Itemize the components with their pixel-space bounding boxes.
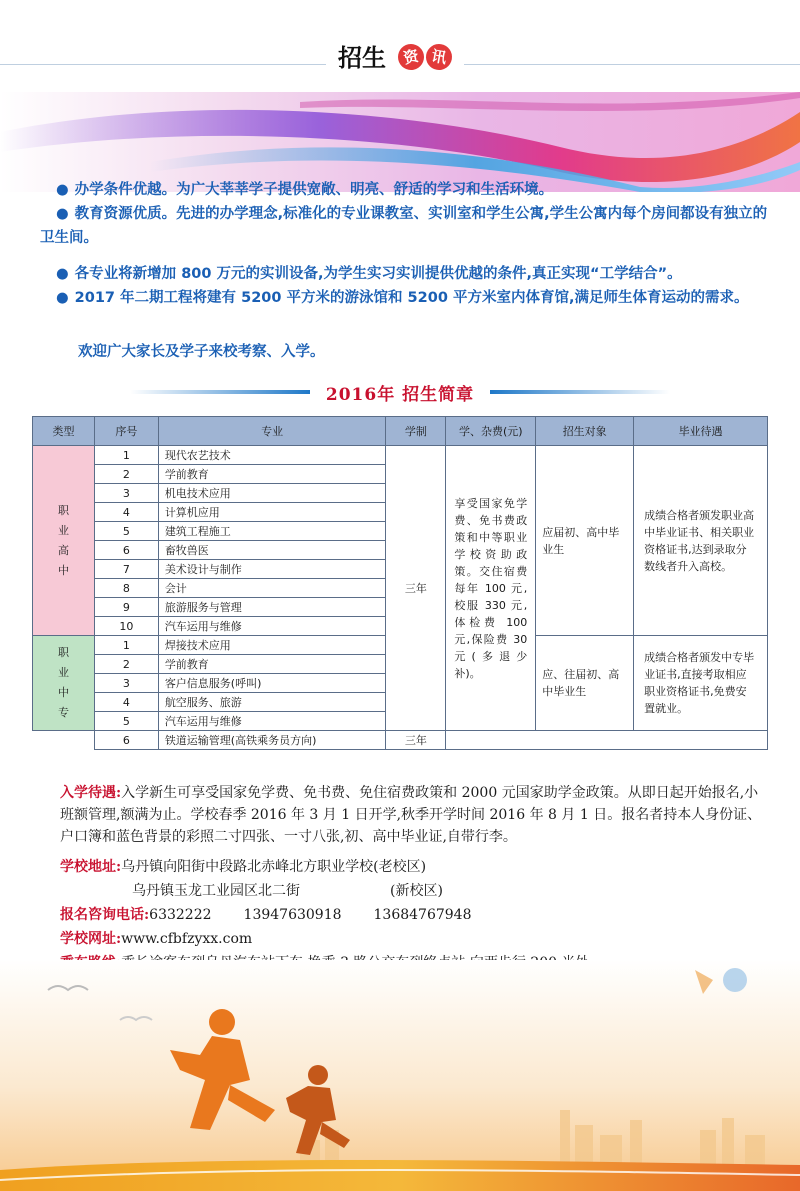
row-number: 4 [94, 693, 158, 712]
type-cell: 职业中专 [33, 636, 95, 731]
page-title: 招生 [338, 44, 386, 72]
address-line-2 [132, 880, 732, 902]
major-cell: 现代农艺技术 [158, 446, 386, 465]
row-number: 6 [94, 731, 158, 750]
major-cell: 学前教育 [158, 465, 386, 484]
major-cell: 机电技术应用 [158, 484, 386, 503]
bullet-icon: ● [56, 290, 69, 306]
major-cell: 学前教育 [158, 655, 386, 674]
highlight-item: ● 教育资源优质。先进的办学理念,标准化的专业课教室、实训室和学生公寓,学生公寓内每个房间都设有独立的卫生间。 [40, 206, 768, 246]
highlight-item: ● 各专业将新增加 800 万元的实训设备,为学生实习实训提供优越的条件,真正实现“工学结合”。 [56, 266, 682, 282]
duration-cell: 三年 [386, 731, 446, 750]
bullet-icon: ● [56, 266, 69, 282]
enroll-paragraph [60, 782, 772, 848]
address-line-1 [60, 856, 772, 878]
major-cell: 客户信息服务(呼叫) [158, 674, 386, 693]
major-cell: 汽车运用与维修 [158, 712, 386, 731]
target-cell: 应、往届初、高中毕业生 [536, 636, 634, 731]
phone-number[interactable]: 6332222 [149, 907, 212, 923]
phone-number[interactable]: 13684767948 [373, 907, 472, 923]
row-number: 2 [94, 655, 158, 674]
row-number: 2 [94, 465, 158, 484]
row-number: 5 [94, 522, 158, 541]
major-cell: 铁道运输管理(高铁乘务员方向) [158, 731, 386, 750]
duration-cell: 三年 [386, 446, 446, 731]
row-number: 6 [94, 541, 158, 560]
phone-number[interactable]: 13947630918 [243, 907, 342, 923]
major-cell: 美术设计与制作 [158, 560, 386, 579]
address-new-tag: (新校区) [390, 883, 443, 899]
enroll-text: 入学新生可享受国家免学费、免书费、免住宿费政策和 2000 元国家助学金政策。从即日起开始报名,小班额管理,额满为止。学校春季 2016 年 3 月 1 日开学,秋季开学时间 2016 年 8 月 1 日。报名者持本人身份证、户口簿和蓝色背景的彩照二寸四张、一寸八张,初、高中毕业证,自带行李。 [60, 785, 762, 845]
fees-cell: 享受国家免学费、免书费政策和中等职业学校资助政策。交住宿费每年 100 元,校服 330 元,体检费 100 元,保险费 30 元(多退少补)。 [446, 446, 536, 731]
row-number: 3 [94, 484, 158, 503]
highlight-item: ● 办学条件优越。为广大莘莘学子提供宽敞、明亮、舒适的学习和生活环境。 [56, 182, 554, 198]
major-cell: 汽车运用与维修 [158, 617, 386, 636]
col-header: 毕业待遇 [634, 417, 768, 446]
table-row [33, 446, 768, 465]
major-cell: 建筑工程施工 [158, 522, 386, 541]
row-number: 1 [94, 636, 158, 655]
target-cell: 应届初、高中毕业生 [536, 446, 634, 636]
table-row [33, 731, 768, 750]
website-link[interactable]: www.cfbfzyxx.com [121, 931, 253, 947]
address-new: 乌丹镇玉龙工业园区北二街 [132, 883, 300, 899]
website-label: 学校网址: [60, 931, 122, 947]
empty-cell [33, 731, 95, 750]
table-header-row [33, 417, 768, 446]
row-number: 1 [94, 446, 158, 465]
empty-cell [446, 731, 768, 750]
row-number: 9 [94, 598, 158, 617]
row-number: 4 [94, 503, 158, 522]
website-line [60, 928, 772, 950]
type-cell: 职业高中 [33, 446, 95, 636]
address-label: 学校地址: [60, 859, 122, 875]
row-number: 8 [94, 579, 158, 598]
phone-label: 报名咨询电话: [60, 907, 150, 923]
major-cell: 计算机应用 [158, 503, 386, 522]
row-number: 10 [94, 617, 158, 636]
decorative-scene [0, 960, 800, 1191]
enroll-label: 入学待遇: [60, 785, 122, 801]
section-title: 2016年 招生简章 [325, 385, 475, 405]
col-header: 招生对象 [536, 417, 634, 446]
row-number: 5 [94, 712, 158, 731]
highlight-item: ● 2017 年二期工程将建有 5200 平方米的游泳馆和 5200 平方米室内体育馆,满足师生体育运动的需求。 [56, 290, 749, 306]
enrollment-table [32, 416, 768, 750]
title-badge-2: 讯 [424, 42, 454, 72]
title-badge-1: 资 [396, 42, 427, 73]
col-header: 学、杂费(元) [446, 417, 536, 446]
decorative-banner [0, 92, 800, 192]
row-number: 7 [94, 560, 158, 579]
col-header: 类型 [33, 417, 95, 446]
col-header: 专业 [158, 417, 386, 446]
major-cell: 航空服务、旅游 [158, 693, 386, 712]
address-old: 乌丹镇向阳街中段路北赤峰北方职业学校(老校区) [121, 859, 427, 875]
benefit-cell: 成绩合格者颁发中专毕业证书,直接考取相应职业资格证书,免费安置就业。 [634, 636, 768, 731]
bullet-icon: ● [56, 206, 69, 222]
row-number: 3 [94, 674, 158, 693]
major-cell: 畜牧兽医 [158, 541, 386, 560]
bullet-icon: ● [56, 182, 69, 198]
phone-line [60, 904, 772, 926]
col-header: 序号 [94, 417, 158, 446]
major-cell: 会计 [158, 579, 386, 598]
welcome-text: 欢迎广大家长及学子来校考察、入学。 [78, 344, 325, 360]
major-cell: 焊接技术应用 [158, 636, 386, 655]
col-header: 学制 [386, 417, 446, 446]
benefit-cell: 成绩合格者颁发职业高中毕业证书、相关职业资格证书,达到录取分数线者升入高校。 [634, 446, 768, 636]
major-cell: 旅游服务与管理 [158, 598, 386, 617]
